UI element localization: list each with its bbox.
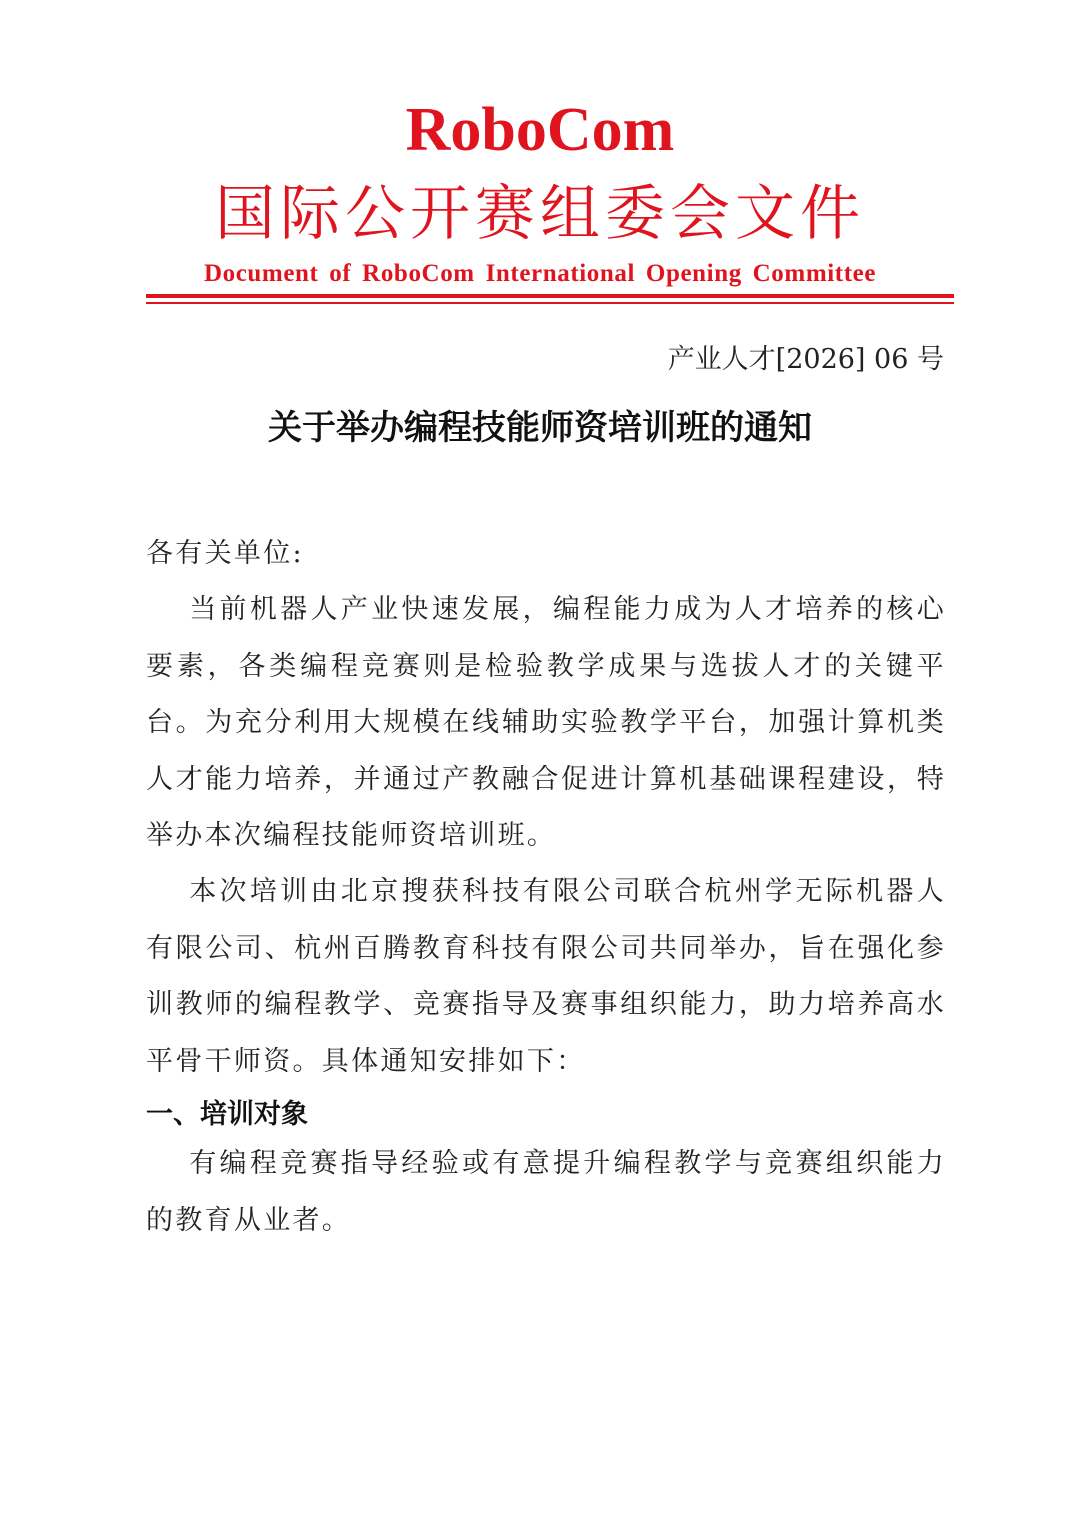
section-heading: 一、培训对象 bbox=[146, 1099, 308, 1130]
salutation: 各有关单位: bbox=[146, 538, 304, 569]
header-divider-thin bbox=[146, 302, 954, 304]
header-english-title: Document of RoboCom International Opening Committee bbox=[203, 260, 877, 287]
header-divider-thick bbox=[146, 294, 954, 298]
header-title: RoboCom bbox=[405, 96, 675, 164]
header-subtitle: 国际公开赛组委会文件 bbox=[215, 179, 865, 249]
body-paragraph: 当前机器人产业快速发展，编程能力成为人才培养的核心要素，各类编程竞赛则是检验教学成果与选拔人才的关键平台。为充分利用大规模在线辅助实验教学平台，加强计算机类人才能力培养，并通过产教融合促进计算机基础课程建设，特举办本次编程技能师资培训班。 bbox=[146, 594, 946, 851]
document-title: 关于举办编程技能师资培训班的通知 bbox=[268, 408, 812, 448]
document-number: 产业人才[2026] 06 号 bbox=[667, 344, 944, 375]
section-paragraph: 有编程竞赛指导经验或有意提升编程教学与竞赛组织能力的教育从业者。 bbox=[146, 1148, 946, 1236]
body-paragraph: 本次培训由北京搜获科技有限公司联合杭州学无际机器人有限公司、杭州百腾教育科技有限公司共同举办，旨在强化参训教师的编程教学、竞赛指导及赛事组织能力，助力培养高水平骨干师资。具体通知安排如下： bbox=[146, 876, 946, 1077]
